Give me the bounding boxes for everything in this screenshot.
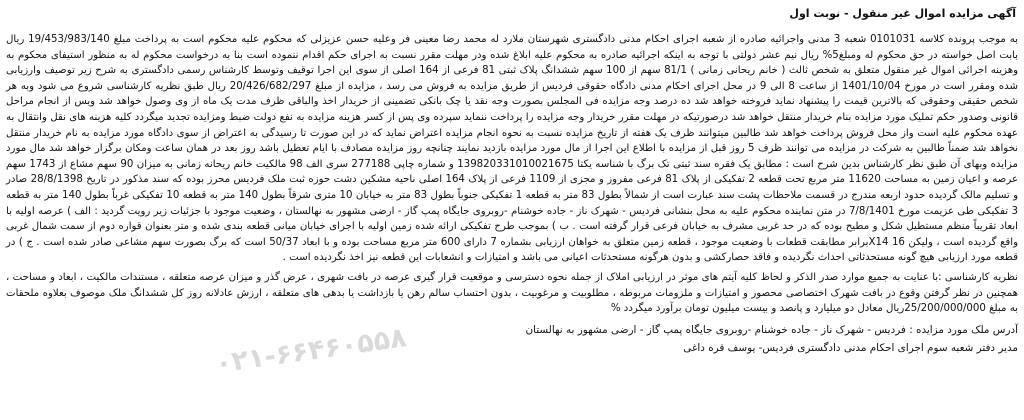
property-address: آدرس ملک مورد مزایده : فردیس - شهرک ناز - جاده خوشنام -روبروی جایگاه پمپ گاز - ارضی مشهور به نهالستان [525, 323, 1018, 336]
notice-body: به موجب پرونده کلاسه 0101031 شعبه 3 مدنی واجرائیه صادره از شعبه اجرای احکام مدنی دادگستری شهرستان ملارد له محمد رضا معینی فر وعلیه حسن عزیزلی که محکوم علیه محکوم است به پرداخت مبلغ 19/453/983/140 ریال بابت اصل خواسته در حق محکوم له ومبلغ5% ریال نیم عشر دولتی با توجه به اینکه اجرائیه صادره به محکوم علیه ابلاغ شده ودر مهلت مقرر نسبت به اجرای حکم اقدام ننموده است بنا به درخواست محکوم له به منظور استیفای محکوم به وهزینه اجرائی اموال غیر منقول متعلق به شخص ثالث ( خانم ریحانی زمانی ) 81/1 سهم از 100 سهم ششدانگ پلاک ثبتی 81 فرعی از 164 اصلی از سوی این اجرا توقیف وتوسط کارشناس رسمی دادگستری به شرح زیر توصیف وارزیابی شده ومقرر است در مورخ 1401/10/04 از ساعت 8 الی 9 در محل اجرای احکام مدنی دادگاه حقوقی فردیس از طریق مزایده به فروش می رسد ، مزایده از مبلغ 20/426/682/297 ریال طبق نظریه کارشناسی شروع می شود وبه هر شخص حقیقی وحقوقی که بالاترین قیمت را پیشنهاد نماید فروخته خواهد شد ده درصد وجه مزایده فی المجلس بصورت وجه نقد یا چک بانکی تضمینی از خریدار اخذ والباقی ظرف مدت یک ماه از وی وصول خواهد شد ویس از انجام مراحل قانونی وصدور حکم تملیک مورد مزایده بنام خریدار منتقل خواهد شد درصورتیکه در مهلت مقرر خریدار وجه مزایده را پرداخت ننماید سپرده وی پس از کسر هزینه مزایده به نفع دولت ضبط ومزایده تجدید میگردد کلیه هزینه های نقل وانتقال به عهده محکوم علیه است واز محل فروش پرداخت خواهد شد طالبین میتوانند ظرف یک هفته از تاریخ مزایده نسبت به نحوه انجام مزایده اعتراض نماید که در این صورت تا رسیدگی به اعتراض از سوی دادگاه مورد مزایده به نام خریدار منتقل نخواهد شد ضمناً طالبین به شرکت در مزایده می توانند ظرف 5 روز قبل از مزایده با اطلاع این اجرا از مال مورد مزایده بازدید نمایند چنانچه روز مزایده مصادف با ایام تعطیل باشد روز بعد در همان ساعت ومکان برگزار خواهد شد مال مورد مزایده وبهای آن طبق نظر کارشناس بدین شرح است : مطابق یک فقره سند ثبتی تک برگ با شناسه یکتا 139820331010021675 و شماره چاپی 277188 سری الف 98 مالکیت خانم ریحانه زمانی به میزان 90 سهم مشاع از 1743 سهم عرصه و اعیان زمین به مساحت 11620 متر مربع تحت قطعه 2 تفکیکی از پلاک 81 فرعی مفروز و مجزی از 1109 فرعی از پلاک 164 اصلی ناحیه مشکین دشت حوزه ثبت ملک فردیس محرز بوده که سند مذکور در تاریخ 28/8/1398 صادر و تسلیم مالک گردیده حدود اربعه مندرج در قسمت ملاحظات پشت سند عبارت است از شمالاً بطول 83 متر به قطعه 1 تفکیکی جنوباً بطول 83 متر به خیابان 10 متری شرقاً بطول 140 متر به قطعه 10 تفکیکی غرباً بطول 140 متر به قطعه 3 تفکیکی طی عزیمت مورخ 7/8/1401 در متن نماینده محکوم علیه به محل بنشانی فردیس - شهرک ناز - جاده خوشنام -روبروی جایگاه پمپ گاز - ارضی مشهور به نهالستان ، وضعیت موجود با جزئیات زیر رویت گردید : الف ) عرصه اولیه با ابعاد تقریباً منظم مستطیل شکل و مطیح بوده که در حد غربی مشرف به خیابان فرعی قرار گرفته است . ب ) بموجب طرح تفکیکی ارائه شده زمین اولیه با اجرای خیابان میانی قطعه بندی شده و متر بعنوان قواره دوم از سمت شمال غربی واقع گردیده است ، ولیکن 16 X14برابر مطابقت قطعات با وضعیت موجود ، قطعه زمین متعلق به خواهان ارزیابی بشماره 7 دارای 600 متر مربع مساحت بوده و با ابعاد 50/37 است که برگ بصورت سهم مشاعی صادر شده است . ج ) در قطعه مورد ارزیابی هیچ گونه مستحدثاتی احداث نگردیده و فاقد حصارکشی و بدون هرگونه مستحدثات اعیانی می باشد و امتیازات و انشعابات این قطعه نیز اخذ نگردیده است . [6, 34, 1019, 264]
signature-line: مدیر دفتر شعبه سوم اجرای احکام مدنی دادگستری فردیس- یوسف قره داغی [683, 341, 1018, 354]
appraisal-paragraph: نظریه کارشناسی :با عنایت به جمیع موارد صدر الذکر و لحاظ کلیه آیتم های موثر در ارزیابی املاک از جمله نحوه دسترسی و موقعیت قرار گیری عرصه در بافت شهری ، عرض گذر و میزان عرصه متعلقه ، مستندات مالکیت ، ابعاد و مساحت ، همچنین در نظر گرفتن وقوع در بافت شهرک اختصاصی محصور و امتیازات و ملزومات مربوطه ، مطلوبیت و مرغوبیت ، بدون احتساب سالم رهن یا بازداشت یا بدهی های متعلقه ، ارزش عادلانه روز کل ششدانگ ملک موصوف بعلاوه ملحقات به مبلغ 25/200/000/000ریال معادل دو میلیارد و پانصد و بیست میلیون تومان برآورد میگردد % [6, 271, 1018, 315]
notice-title: آگهی مزایده اموال غیر منقول - نوبت اول [789, 7, 1016, 20]
phone-watermark: ۰۲۱-۶۶۴۶۰۵۵۸ [213, 322, 409, 380]
